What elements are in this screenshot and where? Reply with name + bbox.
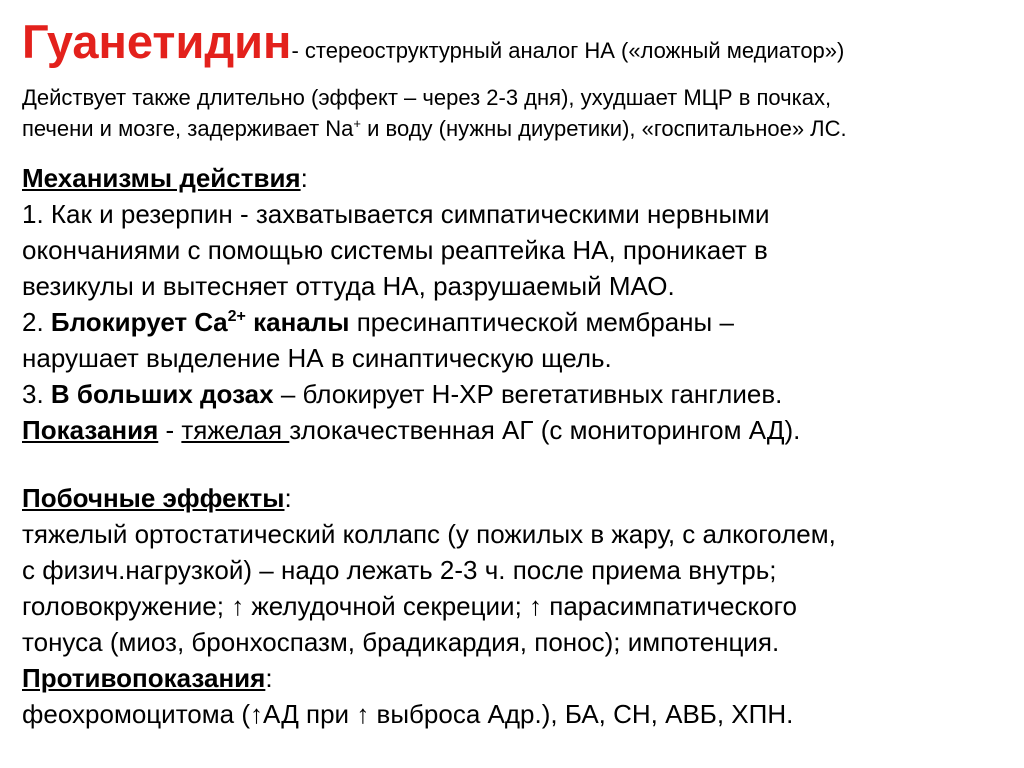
side-effects-text: желудочной секреции;	[244, 591, 530, 621]
mechanism-2-bold: каналы	[245, 307, 350, 337]
mechanisms-section	[22, 160, 800, 448]
contraindications-text: АД при	[262, 699, 357, 729]
superscript: 2+	[227, 308, 246, 325]
indications-heading: Показания	[22, 415, 159, 445]
indications-text: злокачественная АГ (с мониторингом АД).	[289, 415, 801, 445]
contraindications-text: выброса Адр.), БА, СН, АВБ, ХПН.	[369, 699, 794, 729]
intro-paragraph	[22, 82, 847, 144]
intro-text: и воду (нужны диуретики), «госпитальное» ЛС.	[361, 116, 847, 141]
mechanism-3-line	[22, 376, 800, 412]
mechanism-1-line-3: везикулы и вытесняет оттуда НА, разрушаемый МАО.	[22, 271, 675, 301]
colon: :	[300, 163, 308, 193]
side-effects-heading-line	[22, 480, 836, 516]
contraindications-line	[22, 696, 836, 732]
colon: :	[265, 663, 273, 693]
mechanism-3-bold: В больших дозах	[50, 379, 274, 409]
mechanism-1-line-1: 1. Как и резерпин - захватывается симпатическими нервными	[22, 199, 770, 229]
intro-text: печени и мозге, задерживает Na	[22, 116, 354, 141]
title: Гуанетидин	[22, 15, 292, 68]
arrow-up-icon: ↑	[231, 591, 245, 621]
superscript: +	[353, 116, 361, 131]
mechanisms-heading: Механизмы действия	[22, 163, 301, 193]
mechanism-2-bold: Блокирует Ca	[50, 307, 228, 337]
arrow-up-icon: ↑	[529, 591, 543, 621]
arrow-up-icon: ↑	[356, 699, 370, 729]
side-effects-heading: Побочные эффекты	[22, 483, 285, 513]
side-effects-text: головокружение;	[22, 591, 232, 621]
intro-line-1: Действует также длительно (эффект – через 2-3 дня), ухудшает МЦР в почках,	[22, 85, 832, 110]
mechanism-3-text: – блокирует Н-ХР вегетативных ганглиев.	[273, 379, 783, 409]
contraindications-heading-line	[22, 660, 836, 696]
title-subtitle: - стереоструктурный аналог НА («ложный медиатор»)	[291, 38, 845, 63]
mechanism-2-text: пресинаптической мембраны –	[349, 307, 734, 337]
list-number: 3.	[22, 379, 51, 409]
indications-underlined: тяжелая	[181, 415, 290, 445]
title-line	[22, 14, 844, 69]
contraindications-heading: Противопоказания	[22, 663, 266, 693]
indications-line	[22, 412, 800, 448]
intro-line-2	[22, 113, 847, 144]
contraindications-text: феохромоцитома (	[22, 699, 250, 729]
colon: :	[284, 483, 292, 513]
mechanism-1-line-2: окончаниями с помощью системы реаптейка НА, проникает в	[22, 235, 768, 265]
side-effects-line-4: тонуса (миоз, бронхоспазм, брадикардия, понос); импотенция.	[22, 627, 780, 657]
side-effects-line-2: с физич.нагрузкой) – надо лежать 2-3 ч. после приема внутрь;	[22, 555, 777, 585]
side-effects-line-3	[22, 588, 836, 624]
list-number: 2.	[22, 307, 51, 337]
side-effects-text: парасимпатического	[542, 591, 798, 621]
mechanism-2-line-1	[22, 304, 800, 340]
separator: -	[158, 415, 182, 445]
mechanisms-heading-line	[22, 160, 800, 196]
arrow-up-icon: ↑	[249, 699, 263, 729]
mechanism-2-line-2: нарушает выделение НА в синаптическую щель.	[22, 343, 612, 373]
side-effects-section	[22, 480, 836, 732]
side-effects-line-1: тяжелый ортостатический коллапс (у пожилых в жару, с алкоголем,	[22, 519, 836, 549]
